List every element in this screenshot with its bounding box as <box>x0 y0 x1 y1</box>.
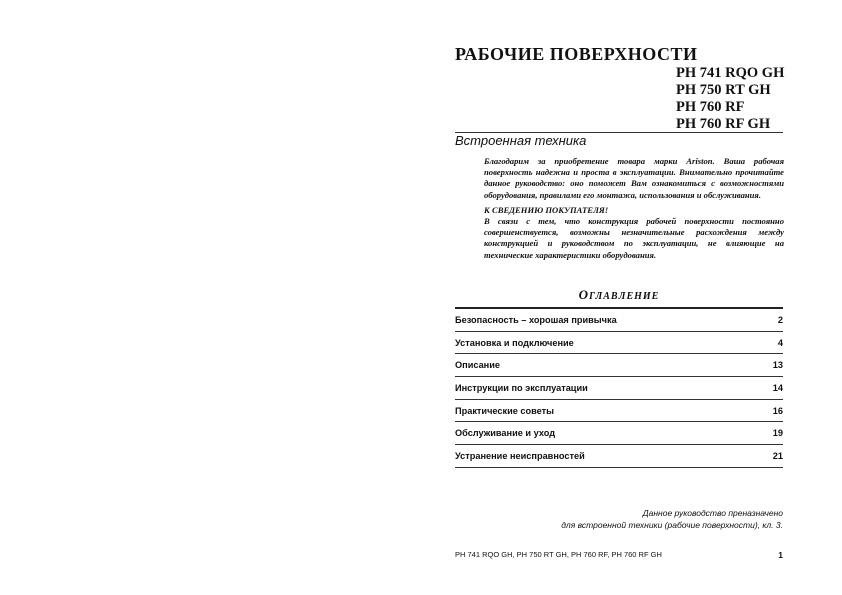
model-item: PH 750 RT GH <box>676 82 771 98</box>
notice-heading: К СВЕДЕНИЮ ПОКУПАТЕЛЯ! <box>484 204 609 215</box>
model-item: PH 760 RF <box>676 99 745 115</box>
toc-heading <box>455 287 783 303</box>
toc-page-number: 21 <box>772 450 783 461</box>
model-item: PH 741 RQO GH <box>676 65 785 81</box>
page-title: РАБОЧИЕ ПОВЕРХНОСТИ <box>455 44 698 64</box>
toc-row[interactable] <box>455 354 783 377</box>
toc-row[interactable] <box>455 309 783 332</box>
toc-label: Инструкции по эксплуатации <box>455 382 588 393</box>
toc-row[interactable] <box>455 400 783 423</box>
intro-text <box>484 156 784 261</box>
model-list <box>676 65 836 133</box>
toc-label: Описание <box>455 360 500 371</box>
page-footer <box>455 550 783 560</box>
toc-row[interactable] <box>455 332 783 355</box>
toc-row[interactable] <box>455 377 783 400</box>
toc-label: Практические советы <box>455 405 554 416</box>
toc-page-number: 13 <box>772 360 783 371</box>
footer-models: PH 741 RQO GH, PH 750 RT GH, PH 760 RF, PH 760 RF GH <box>455 550 662 559</box>
toc-heading-rest: ГЛАВЛЕНИЕ <box>589 291 660 302</box>
note-line: Данное руководство преназначено <box>642 508 783 518</box>
toc-row[interactable] <box>455 445 783 468</box>
note-line: для встроенной техники (рабочие поверхности), кл. 3. <box>561 520 783 530</box>
applicability-note <box>470 507 783 531</box>
toc-label: Устранение неисправностей <box>455 450 585 461</box>
toc-row[interactable] <box>455 422 783 445</box>
toc-page-number: 14 <box>772 382 783 393</box>
model-item: PH 760 RF GH <box>676 116 771 132</box>
page-number: 1 <box>778 550 783 560</box>
toc-page-number: 2 <box>777 314 783 325</box>
notice-body: В связи с тем, что конструкция рабочей поверхности постоянно совершенствуется, возможны незначительные расхождения между конструкцией и руководством по эксплуатации, не влияющие на технические характеристики оборудования. <box>484 216 784 260</box>
toc-label: Обслуживание и уход <box>455 428 556 439</box>
toc-page-number: 16 <box>772 405 783 416</box>
toc-label: Установка и подключение <box>455 337 574 348</box>
subtitle: Встроенная техника <box>455 133 587 148</box>
toc-label: Безопасность – хорошая привычка <box>455 314 617 325</box>
toc-page-number: 19 <box>772 428 783 439</box>
table-of-contents <box>455 307 783 468</box>
toc-heading-initial: О <box>578 287 590 302</box>
intro-paragraph: Благодарим за приобретение товара марки Ariston. Ваша рабочая поверхность надежна и проста в эксплуатации. Внимательно прочитайте данное руководство: оно поможет Вам ознакомиться с возможностями оборудования, правилами его монтажа, использования и обслуживания. <box>484 156 784 200</box>
toc-page-number: 4 <box>777 337 783 348</box>
